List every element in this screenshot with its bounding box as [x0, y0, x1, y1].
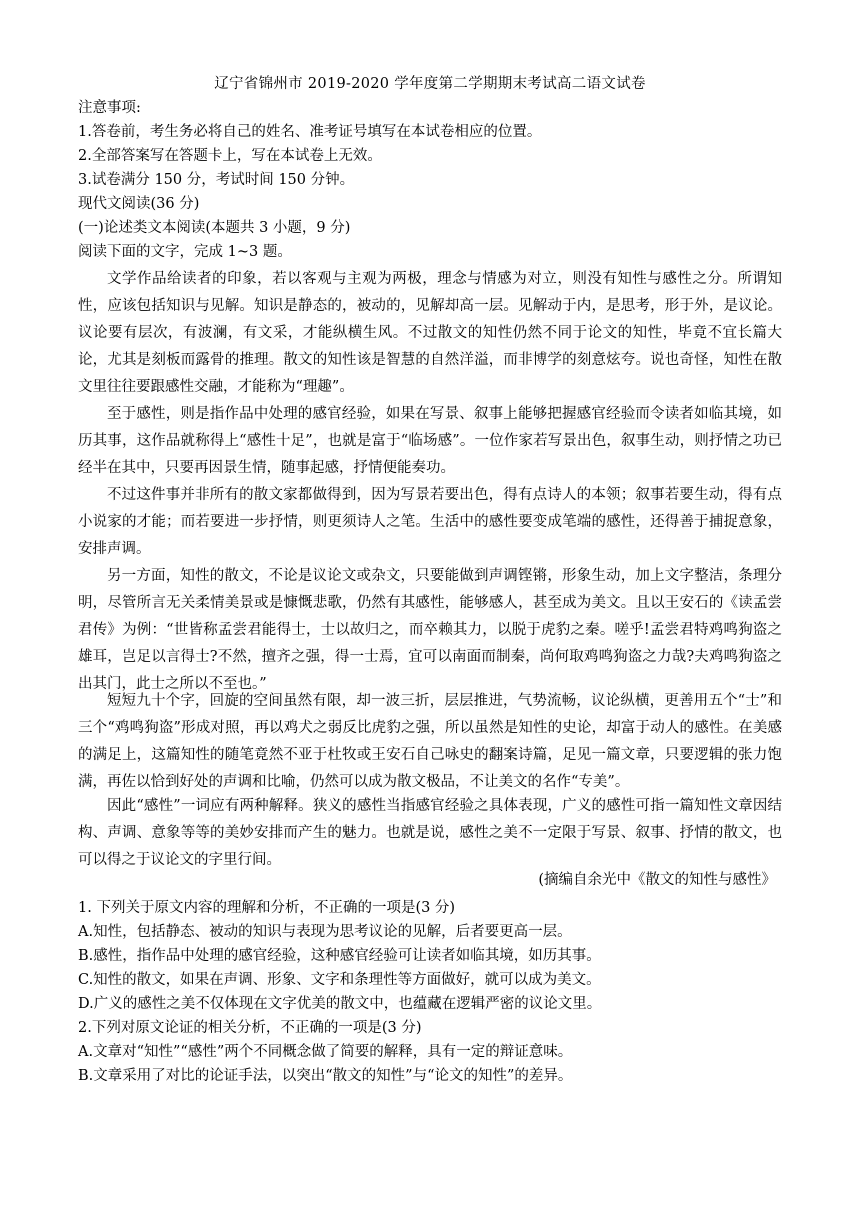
question-option: A.知性，包括静态、被动的知识与表现为思考议论的见解，后者要更高一层。: [78, 924, 572, 940]
notice-item: 1.答卷前，考生务必将自己的姓名、准考证号填写在本试卷相应的位置。: [78, 124, 542, 140]
question-option: D.广义的感性之美不仅体现在文字优美的散文中，也蕴藏在逻辑严密的议论文里。: [78, 996, 602, 1012]
section-subtitle: (一)论述类文本阅读(本题共 3 小题，9 分): [78, 220, 351, 236]
paragraph-text: 另一方面，知性的散文，不论是议论文或杂文，只要能做到声调铿锵，形象生动，加上文字整洁，条理分明，尽管所言无关柔情美景或是慷慨悲歌，仍然有其感性，能够感人，甚至成为美文。且以王安石的《读孟尝君传》为例：“世皆称孟尝君能得士，士以故归之，而卒赖其力，以脱于虎豹之秦。嗟乎!孟尝君特鸡鸣狗盗之雄耳，岂足以言得士?不然，擅齐之强，得一士焉，宜可以南面而制秦，尚何取鸡鸣狗盗之力哉?夫鸡鸣狗盗之出其门，此士之所以不至也。”: [78, 568, 782, 692]
paragraph-text: 不过这件事并非所有的散文家都做得到，因为写景若要出色，得有点诗人的本领；叙事若要生动，得有点小说家的才能；而若要进一步抒情，则更须诗人之笔。生活中的感性要变成笔端的感性，还得善于捕捉意象，安排声调。: [78, 487, 782, 557]
section-title: 现代文阅读(36 分): [78, 196, 200, 212]
paragraph-text: 短短九十个字，回旋的空间虽然有限，却一波三折，层层推进，气势流畅，议论纵横，更善用五个“士”和三个“鸡鸣狗盗”形成对照，再以鸡犬之弱反比虎豹之强，所以虽然是知性的史论，却富于动人的感性。在美感的满足上，这篇知性的随笔竟然不亚于杜牧或王安石自己咏史的翻案诗篇，足见一篇文章，只要逻辑的张力饱满，再佐以恰到好处的声调和比喻，仍然可以成为散文极品，不让美文的名作“专美”。: [78, 693, 782, 790]
article-paragraph-4: [78, 563, 782, 698]
notice-item: 3.试卷满分 150 分，考试时间 150 分钟。: [78, 172, 355, 188]
reading-instruction: 阅读下面的文字，完成 1~3 题。: [78, 244, 292, 260]
article-paragraph-1: [78, 266, 782, 401]
paragraph-text: 因此“感性”一词应有两种解释。狭义的感性当指感官经验之具体表现，广义的感性可指一篇知性文章因结构、声调、意象等等的美妙安排而产生的魅力。也就是说，感性之美不一定限于写景、叙事、抒情的散文，也可以得之于议论文的字里行间。: [78, 798, 782, 868]
notice-section: [78, 96, 782, 264]
paragraph-text: 文学作品给读者的印象，若以客观与主观为两极，理念与情感为对立，则没有知性与感性之分。所谓知性，应该包括知识与见解。知识是静态的，被动的，见解却高一层。见解动于内，是思考，形于外，是议论。议论要有层次，有波澜，有文采，才能纵横生风。不过散文的知性仍然不同于论文的知性，毕竟不宜长篇大论，尤其是刻板而露骨的推理。散文的知性该是智慧的自然洋溢，而非博学的刻意炫夸。说也奇怪，知性在散文里往往要跟感性交融，才能称为“理趣”。: [78, 271, 782, 395]
question-option: B.感性，指作品中处理的感官经验，这种感官经验可让读者如临其境，如历其事。: [78, 948, 601, 964]
question-option: B.文章采用了对比的论证手法，以突出“散文的知性”与“论文的知性”的差异。: [78, 1068, 573, 1084]
question-stem: 2.下列对原文论证的相关分析，不正确的一项是(3 分): [78, 1020, 422, 1036]
article-paragraph-5: [78, 688, 782, 796]
question-stem: 1. 下列关于原文内容的理解和分析，不正确的一项是(3 分): [78, 900, 456, 916]
questions-section: [78, 896, 782, 1088]
question-option: A.文章对“知性”“感性”两个不同概念做了简要的解释，具有一定的辩证意味。: [78, 1044, 573, 1060]
notice-item: 2.全部答案写在答题卡上，写在本试卷上无效。: [78, 148, 382, 164]
exam-title: 辽宁省锦州市 2019-2020 学年度第二学期期末考试高二语文试卷: [214, 76, 646, 92]
article-paragraph-3: [78, 482, 782, 563]
notice-heading: 注意事项:: [78, 100, 141, 116]
article-paragraph-2: [78, 401, 782, 482]
question-option: C.知性的散文，如果在声调、形象、文字和条理性等方面做好，就可以成为美文。: [78, 972, 601, 988]
article-source: (摘编自余光中《散文的知性与感性》: [538, 872, 776, 888]
article-paragraph-6: [78, 793, 782, 874]
paragraph-text: 至于感性，则是指作品中处理的感官经验，如果在写景、叙事上能够把握感官经验而令读者如临其境，如历其事，这作品就称得上“感性十足”，也就是富于“临场感”。一位作家若写景出色，叙事生动，则抒情之功已经半在其中，只要再因景生情，随事起感，抒情便能奏功。: [78, 406, 782, 476]
